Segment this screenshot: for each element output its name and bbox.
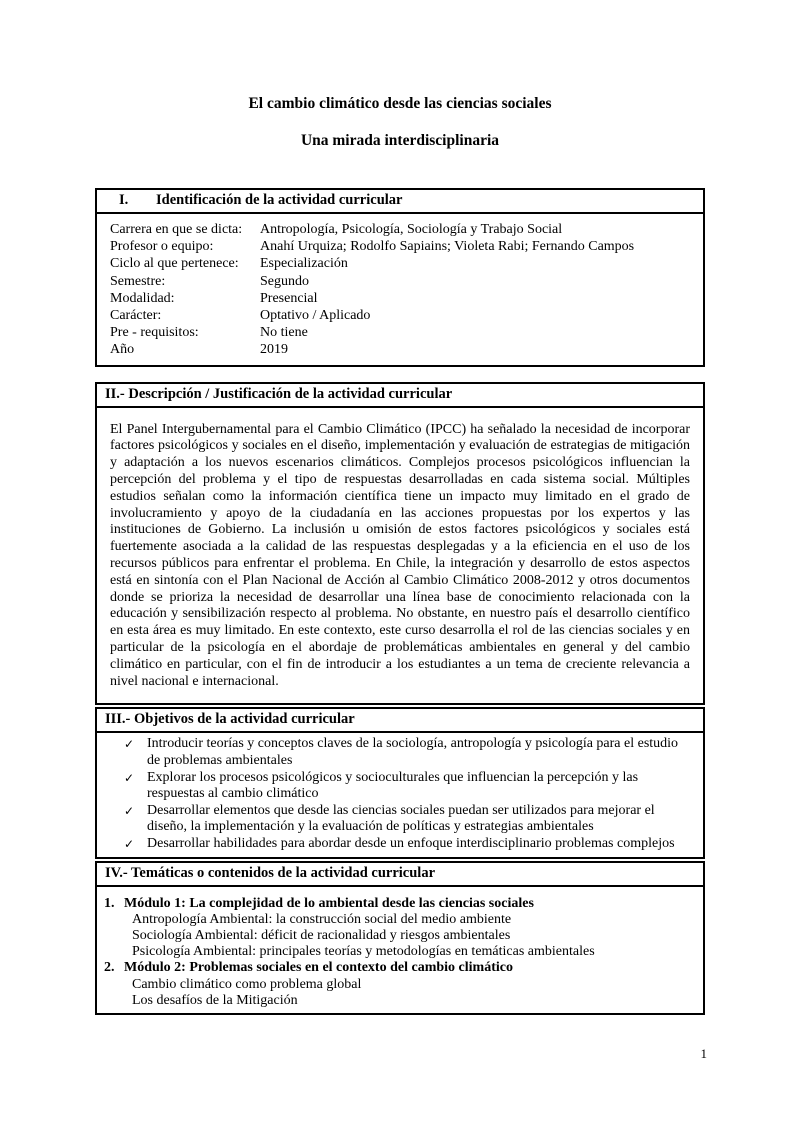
field-value: Presencial: [260, 290, 318, 306]
module-number: 1.: [104, 895, 115, 911]
objective-text: Explorar los procesos psicológicos y socioculturales que influencian la percepción y las respuestas al cambio climático: [147, 769, 639, 802]
module-title: [104, 960, 690, 976]
tematicas-body: [97, 887, 703, 1013]
field-label: Año: [110, 342, 135, 358]
field-row-ano: [110, 341, 690, 358]
module-topic: Los desafíos de la Mitigación: [132, 992, 298, 1008]
checkmark-icon: ✓: [124, 770, 135, 785]
field-value: 2019: [260, 342, 288, 358]
checkmark-icon: ✓: [124, 803, 135, 818]
field-row-semestre: [110, 273, 690, 290]
field-value: No tiene: [260, 325, 308, 341]
section-tematicas-header: IV.- Temáticas o contenidos de la actividad curricular: [97, 863, 703, 887]
section-numeral: I.: [119, 192, 129, 208]
field-value: Especialización: [260, 256, 348, 272]
objective-item: [110, 770, 690, 803]
section-heading-text: Identificación de la actividad curricular: [156, 192, 403, 208]
module-topic: Cambio climático como problema global: [132, 976, 362, 992]
identificacion-body: [97, 214, 703, 365]
objective-item: [110, 836, 690, 853]
section-objetivos: [95, 707, 705, 858]
section-identificacion: [95, 188, 705, 367]
module-1: [104, 896, 690, 961]
field-row-profesor: [110, 238, 690, 255]
field-label: Profesor o equipo:: [110, 239, 214, 255]
field-value: Segundo: [260, 273, 309, 289]
document-content: [95, 0, 705, 1015]
document-subtitle: Una mirada interdisciplinaria: [300, 132, 500, 149]
module-number: 2.: [104, 960, 115, 976]
field-label: Ciclo al que pertenece:: [110, 256, 239, 272]
checkmark-icon: ✓: [124, 836, 135, 851]
page-number: 1: [700, 1046, 707, 1061]
descripcion-body: [97, 408, 703, 704]
objective-item: [110, 736, 690, 769]
document-title: El cambio climático desde las ciencias sociales: [248, 95, 552, 112]
field-label: Semestre:: [110, 273, 166, 289]
module-topic: Psicología Ambiental: principales teorías y metodologías en temáticas ambientales: [132, 944, 595, 960]
section-descripcion: [95, 382, 705, 706]
field-row-ciclo: [110, 255, 690, 272]
field-row-carrera: [110, 221, 690, 238]
objective-text: Introducir teorías y conceptos claves de la sociología, antropología y psicología para el estudio de problemas ambientales: [147, 736, 679, 768]
field-row-prerequisitos: [110, 324, 690, 341]
objetivos-body: [97, 733, 703, 856]
module-title: [104, 896, 690, 912]
module-topic: Sociología Ambiental: déficit de racionalidad y riesgos ambientales: [132, 927, 511, 943]
field-label: Carrera en que se dicta:: [110, 222, 243, 237]
objective-text: Desarrollar elementos que desde las ciencias sociales puedan ser utilizados para mejorar el diseño, la implementación y la evaluación de políticas y estrategias ambientales: [147, 802, 655, 835]
field-value: Antropología, Psicología, Sociología y Trabajo Social: [260, 222, 563, 237]
module-title-text: Módulo 2: Problemas sociales en el contexto del cambio climático: [124, 960, 513, 976]
field-value: Optativo / Aplicado: [260, 308, 371, 324]
field-row-caracter: [110, 307, 690, 324]
field-label: Carácter:: [110, 308, 162, 324]
field-label: Modalidad:: [110, 290, 175, 306]
section-objetivos-header: III.- Objetivos de la actividad curricular: [97, 709, 703, 733]
field-label: Pre - requisitos:: [110, 325, 199, 341]
field-value: Anahí Urquiza; Rodolfo Sapiains; Violeta Rabi; Fernando Campos: [260, 239, 635, 255]
field-row-modalidad: [110, 290, 690, 307]
module-topic: Antropología Ambiental: la construcción social del medio ambiente: [132, 911, 512, 927]
objective-text: Desarrollar habilidades para abordar desde un enfoque interdisciplinario problemas complejos: [147, 835, 675, 851]
section-identificacion-header: [97, 190, 703, 214]
module-title-text: Módulo 1: La complejidad de lo ambiental desde las ciencias sociales: [124, 895, 534, 911]
checkmark-icon: ✓: [124, 737, 135, 752]
objective-item: [110, 803, 690, 836]
section-tematicas: [95, 861, 705, 1015]
module-2: [104, 960, 690, 1009]
section-descripcion-header: II.- Descripción / Justificación de la actividad curricular: [97, 384, 703, 408]
descripcion-paragraph: El Panel Intergubernamental para el Cambio Climático (IPCC) ha señalado la necesidad de incorporar factores psicológicos y sociales en el diseño, implementación y evaluación de estrategias de mitigación y adaptación a los nuevos escenarios climáticos. Complejos procesos psicológicos influencian la percepción del problema y el tipo de respuestas desarrolladas en cada sistema social. Múltiples estudios señalan como la información científica tiene un impacto muy limitado en el grado de involucramiento y apoyo de la ciudadanía en las acciones propuestas por los expertos y las instituciones de Gobierno. La inclusión u omisión de estos factores psicológicos y sociales está fuertemente asociada a la calidad de las respuestas desplegadas y a la eficiencia en el uso de los recursos públicos para enfrentar el problema. En Chile, la integración y desarrollo de estos aspectos está en sintonía con el Plan Nacional de Acción al Cambio Climático 2008-2012 y otros documentos donde se prioriza la necesidad de desarrollar una línea base de conocimiento relacionada con la educación y sensibilización respecto al problema. No obstante, en nuestro país el desarrollo científico en esta área es muy limitado. En este contexto, este curso desarrolla el rol de las ciencias sociales y en particular de la psicología en el abordaje de problemáticas ambientales en general y del cambio climático en particular, con el fin de introducir a los estudiantes a un tema de creciente relevancia a nivel nacional e internacional.: [110, 421, 690, 689]
